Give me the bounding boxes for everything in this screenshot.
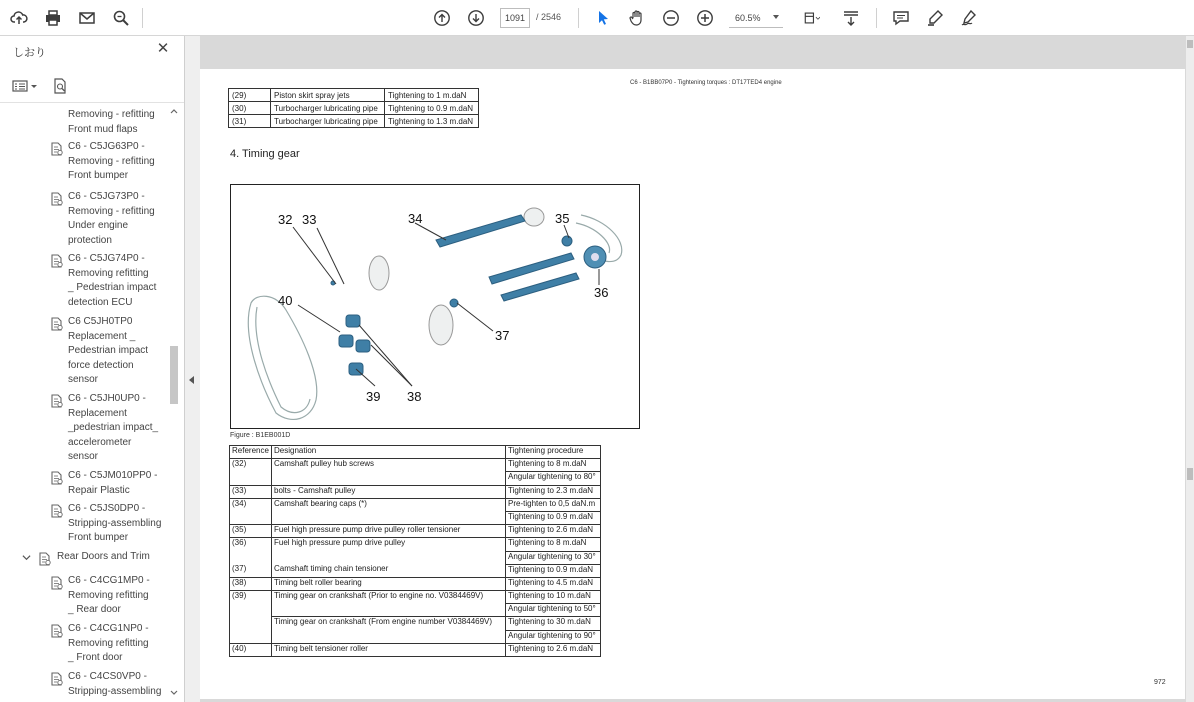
scroll-thumb[interactable]	[1187, 468, 1193, 480]
table-cell: Tightening to 30 m.daN	[506, 617, 601, 630]
table-cell: Fuel high pressure pump drive pulley roller tensioner	[272, 525, 506, 538]
cloud-upload-icon[interactable]	[8, 7, 30, 29]
table-cell: (31)	[229, 115, 271, 128]
comment-icon[interactable]	[890, 7, 912, 29]
torque-table-timing	[229, 445, 601, 657]
scroll-thumb[interactable]	[170, 346, 178, 404]
chevron-left-icon	[189, 376, 194, 384]
table-cell: Turbocharger lubricating pipe	[271, 102, 385, 115]
scroll-up-icon[interactable]	[1187, 40, 1193, 48]
table-cell: Tightening to 2.3 m.daN	[506, 485, 601, 498]
scroll-down-icon[interactable]	[170, 690, 178, 696]
sidebar-scrollbar[interactable]	[168, 106, 180, 702]
table-cell: Turbocharger lubricating pipe	[271, 115, 385, 128]
page-bookmark-icon	[50, 576, 64, 590]
column-header: Tightening procedure	[506, 446, 601, 459]
label-37: 37	[495, 328, 510, 343]
table-row	[230, 551, 601, 564]
panel-tools	[12, 76, 68, 96]
main-toolbar	[0, 0, 1194, 36]
bookmark-label: C6 - C5JH0UP0 - Replacement _pedestrian impact_ accelerometer sensor	[68, 393, 159, 462]
options-menu-icon[interactable]	[12, 79, 38, 93]
page-up-icon[interactable]	[431, 7, 453, 29]
page-header: C6 - B1BB07P0 - Tightening torques : DT17TED4 engine	[630, 80, 782, 86]
table-cell: bolts - Camshaft pulley	[272, 485, 506, 498]
table-row	[230, 577, 601, 590]
scroll-mode-icon[interactable]	[840, 7, 862, 29]
panel-collapse-handle[interactable]	[185, 36, 200, 702]
table-cell: (34)	[230, 498, 272, 524]
bookmark-label: C6 - C4CG1MP0 - Removing refitting _ Rear door	[68, 575, 150, 615]
page-bookmark-icon	[50, 192, 64, 206]
table-cell	[272, 551, 506, 564]
table-row	[230, 498, 601, 511]
bookmark-label: Rear Doors and Trim	[57, 551, 150, 562]
label-35: 35	[555, 211, 570, 226]
scroll-up-icon[interactable]	[170, 108, 178, 114]
table-row	[230, 538, 601, 551]
page-total	[536, 12, 561, 22]
document-page	[200, 69, 1185, 699]
table-cell: Pre-tighten to 0,5 daN.m	[506, 498, 601, 511]
table-cell: (40)	[230, 643, 272, 656]
table-cell: Camshaft timing chain tensioner	[272, 564, 506, 577]
torque-table-top	[228, 88, 479, 128]
table-cell: Tightening to 0.9 m.daN	[506, 511, 601, 524]
zoom-out-icon[interactable]	[660, 7, 682, 29]
table-cell: Tightening to 8 m.daN	[506, 538, 601, 551]
table-cell: Fuel high pressure pump drive pulley	[272, 538, 506, 551]
table-cell: Timing gear on crankshaft (From engine number V0384469V)	[272, 617, 506, 643]
table-cell: Camshaft pulley hub screws	[272, 459, 506, 485]
search-zoom-icon[interactable]	[110, 7, 132, 29]
chevron-down-icon[interactable]	[22, 553, 31, 562]
page-separator: /	[536, 12, 539, 22]
timing-gear-figure	[230, 184, 640, 429]
table-cell: (36)	[230, 538, 272, 551]
fit-page-icon[interactable]	[797, 7, 825, 29]
table-cell: (35)	[230, 525, 272, 538]
bookmark-label: C6 C5JH0TP0 Replacement _ Pedestrian impact force detection sensor	[68, 316, 149, 385]
hand-icon[interactable]	[626, 7, 648, 29]
table-row	[229, 102, 479, 115]
highlight-pen-icon[interactable]	[924, 7, 946, 29]
panel-divider	[0, 102, 184, 103]
page-number-input[interactable]: 1091	[500, 8, 530, 28]
email-icon[interactable]	[76, 7, 98, 29]
table-cell: Tightening to 8 m.daN	[506, 459, 601, 472]
page-bookmark-icon	[50, 394, 64, 408]
table-cell: (33)	[230, 485, 272, 498]
sign-icon[interactable]	[958, 7, 980, 29]
label-33: 33	[302, 212, 317, 227]
table-row	[230, 617, 601, 630]
toolbar-divider	[876, 8, 877, 28]
table-cell: Timing belt roller bearing	[272, 577, 506, 590]
table-cell: Angular tightening to 90°	[506, 630, 601, 643]
table-cell: Angular tightening to 80°	[506, 472, 601, 485]
table-cell: Angular tightening to 30°	[506, 551, 601, 564]
column-header: Reference	[230, 446, 272, 459]
bookmark-label: C6 - C5JM010PP0 - Repair Plastic	[68, 470, 158, 496]
table-cell: Tightening to 10 m.daN	[506, 591, 601, 604]
page-bookmark-icon	[50, 504, 64, 518]
table-cell: Camshaft bearing caps (*)	[272, 498, 506, 524]
table-row	[229, 89, 479, 102]
table-cell: (39)	[230, 591, 272, 644]
toolbar-divider	[578, 8, 579, 28]
column-header: Designation	[272, 446, 506, 459]
bookmark-label: C6 - C4CG1NP0 - Removing refitting _ Front door	[68, 623, 149, 663]
bookmark-label: C6 - C5JS0DP0 - Stripping-assembling Front bumper	[68, 503, 162, 543]
document-scrollbar[interactable]	[1186, 36, 1194, 702]
page-bookmark-icon	[50, 672, 64, 686]
table-row	[230, 459, 601, 472]
bookmark-label: C6 - C5JG73P0 - Removing - refitting Under engine protection	[68, 191, 155, 246]
table-row	[230, 591, 601, 604]
page-bookmark-icon	[50, 142, 64, 156]
close-icon[interactable]: ✕	[156, 40, 170, 57]
table-cell: Timing gear on crankshaft (Prior to engine no. V0384469V)	[272, 591, 506, 617]
table-cell: Tightening to 0.9 m.daN	[385, 102, 479, 115]
bookmark-search-icon[interactable]	[52, 78, 68, 94]
table-cell: Tightening to 1 m.daN	[385, 89, 479, 102]
table-cell: Tightening to 4.5 m.daN	[506, 577, 601, 590]
label-36: 36	[594, 285, 609, 300]
table-header-row	[230, 446, 601, 459]
page-bookmark-icon	[50, 471, 64, 485]
total-pages: 2546	[541, 12, 562, 22]
label-39: 39	[366, 389, 381, 404]
table-row	[230, 485, 601, 498]
bookmark-label: C6 - C5JG63P0 - Removing - refitting Front bumper	[68, 141, 155, 181]
chevron-down-icon	[773, 15, 779, 19]
document-viewer	[200, 36, 1194, 702]
section-title: 4. Timing gear	[230, 148, 300, 160]
table-cell: Tightening to 0.9 m.daN	[506, 564, 601, 577]
page-number: 972	[1154, 679, 1166, 686]
label-32: 32	[278, 212, 293, 227]
table-row	[230, 564, 601, 577]
table-cell: Tightening to 1.3 m.daN	[385, 115, 479, 128]
toolbar-divider	[142, 8, 143, 28]
page-down-icon[interactable]	[465, 7, 487, 29]
table-row	[230, 643, 601, 656]
label-40: 40	[278, 293, 293, 308]
print-icon[interactable]	[42, 7, 64, 29]
figure-caption: Figure : B1EB001D	[230, 432, 291, 439]
bookmarks-panel	[0, 36, 185, 702]
bookmark-list	[0, 106, 168, 702]
panel-title: しおり	[13, 47, 46, 59]
table-cell: Tightening to 2.6 m.daN	[506, 525, 601, 538]
table-cell: (37)	[230, 564, 272, 577]
page-bookmark-icon	[38, 552, 52, 566]
table-row	[230, 525, 601, 538]
zoom-select[interactable]	[729, 8, 783, 28]
table-cell: (32)	[230, 459, 272, 485]
label-34: 34	[408, 211, 423, 226]
label-38: 38	[407, 389, 422, 404]
table-row	[229, 115, 479, 128]
timing-gear-illustration	[231, 185, 641, 430]
table-cell: Piston skirt spray jets	[271, 89, 385, 102]
bookmark-label: Removing - refitting Front mud flaps	[68, 109, 155, 135]
table-cell	[230, 551, 272, 564]
table-cell: (38)	[230, 577, 272, 590]
zoom-value: 60.5%	[735, 12, 761, 23]
bookmark-label: C6 - C4CS0VP0 - Stripping-assembling	[68, 671, 162, 697]
page-bookmark-icon	[50, 254, 64, 268]
table-cell: (29)	[229, 89, 271, 102]
page-bookmark-icon	[50, 317, 64, 331]
page-bookmark-icon	[50, 624, 64, 638]
table-cell: Angular tightening to 50°	[506, 604, 601, 617]
table-cell: Tightening to 2.6 m.daN	[506, 643, 601, 656]
bookmark-label: C6 - C5JG74P0 - Removing refitting _ Pedestrian impact detection ECU	[68, 253, 157, 308]
table-cell: (30)	[229, 102, 271, 115]
table-cell: Timing belt tensioner roller	[272, 643, 506, 656]
cursor-icon[interactable]	[592, 7, 614, 29]
zoom-in-icon[interactable]	[694, 7, 716, 29]
